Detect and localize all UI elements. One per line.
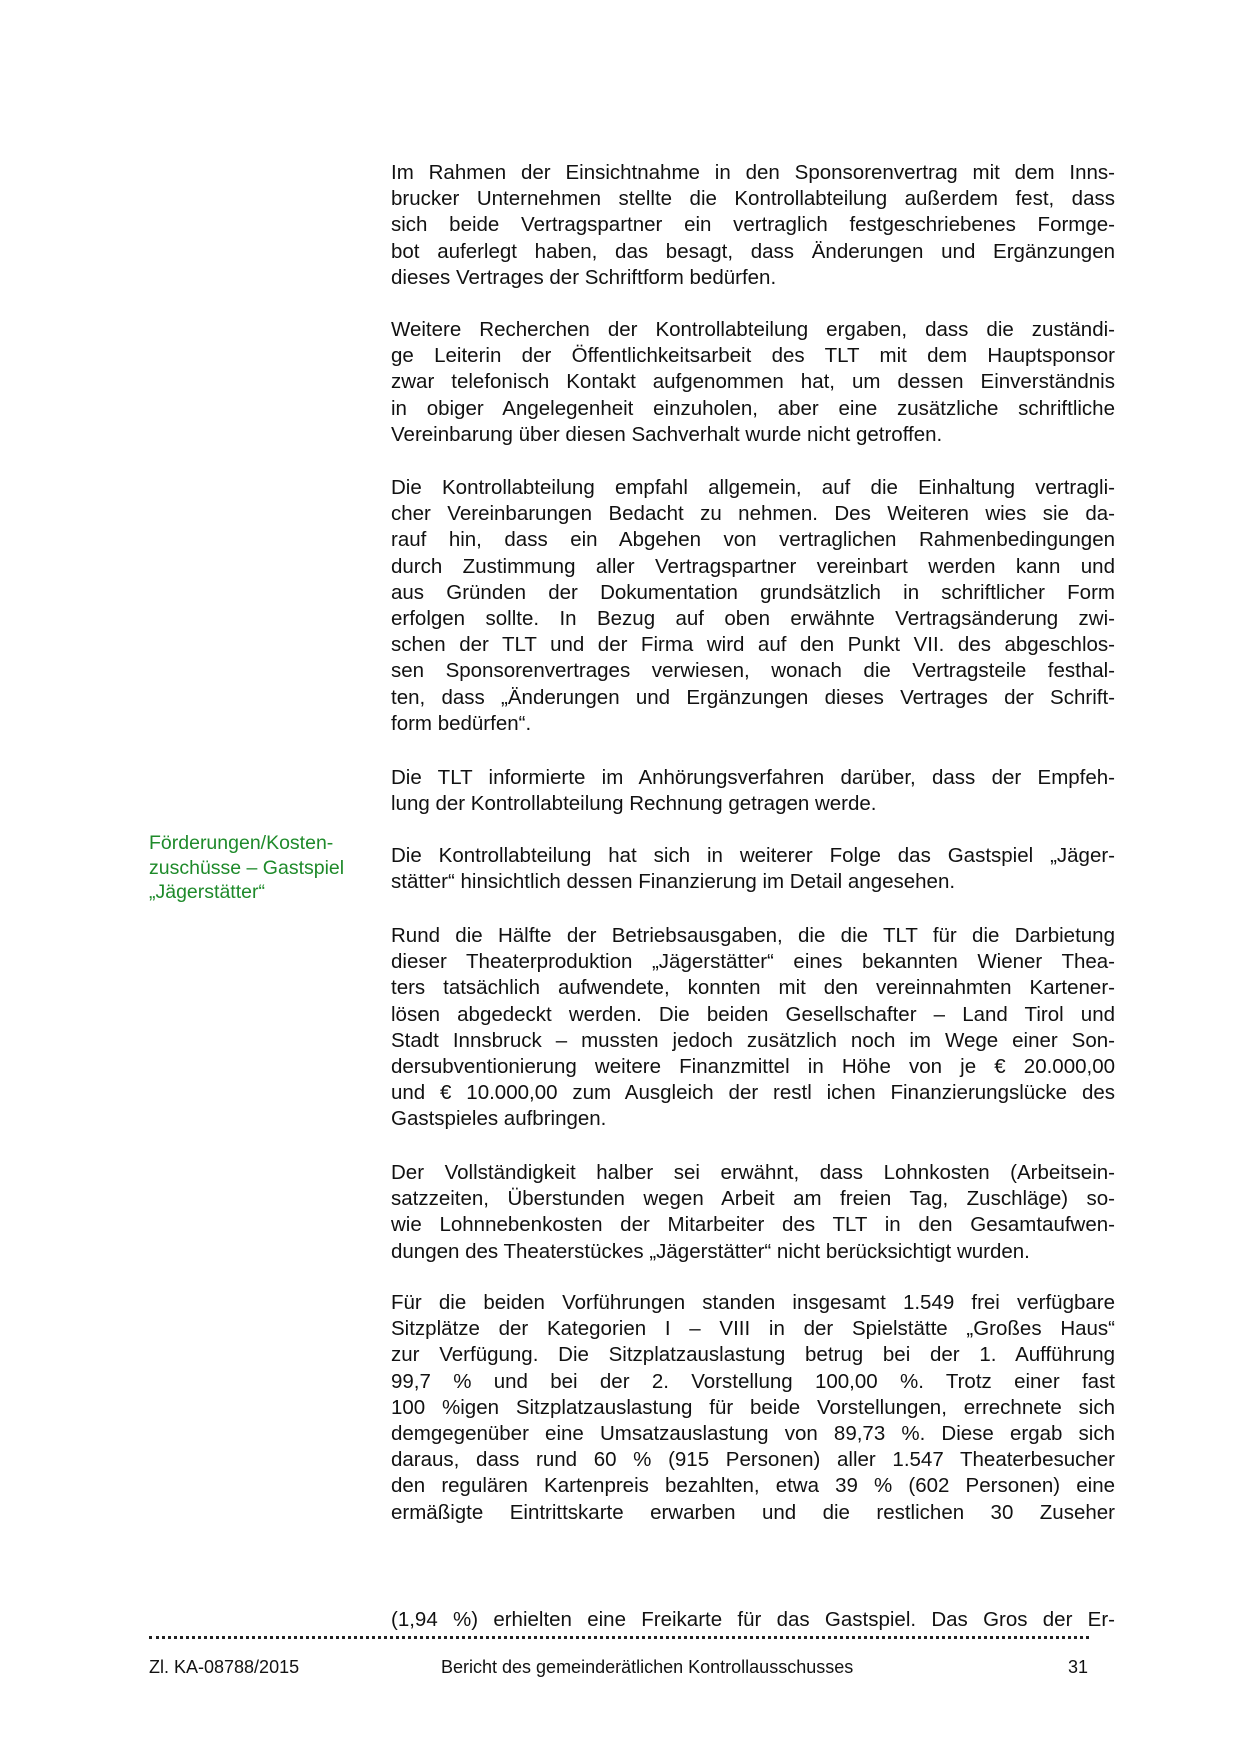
text-line: und € 10.000,00 zum Ausgleich der restl ichen Finanzierungslücke des xyxy=(391,1081,1115,1105)
text-line: Im Rahmen der Einsichtnahme in den Sponsorenvertrag mit dem Inns- xyxy=(391,161,1115,184)
text-line: in obiger Angelegenheit einzuholen, aber eine zusätzliche schriftliche xyxy=(391,396,1115,420)
text-line: daraus, dass rund 60 % (915 Personen) aller 1.547 Theaterbesucher xyxy=(391,1448,1115,1472)
text-line: zwar telefonisch Kontakt aufgenommen hat, um dessen Einverständnis xyxy=(391,370,1115,394)
text-line: wie Lohnnebenkosten der Mitarbeiter des TLT in den Gesamtaufwen- xyxy=(391,1213,1115,1237)
text-line: demgegenüber eine Umsatzauslastung von 89,73 %. Diese ergab sich xyxy=(391,1421,1115,1445)
text-line: Rund die Hälfte der Betriebsausgaben, die die TLT für die Darbietung xyxy=(391,924,1115,947)
text-line: lösen abgedeckt werden. Die beiden Gesellschafter – Land Tirol und xyxy=(391,1002,1115,1026)
paragraph xyxy=(391,1607,1115,1633)
margin-note xyxy=(149,831,379,905)
text-line: 100 %igen Sitzplatzauslastung für beide Vorstellungen, errechnete sich xyxy=(391,1395,1115,1419)
text-line: zur Verfügung. Die Sitzplatzauslastung betrug bei der 1. Aufführung xyxy=(391,1343,1115,1367)
text-line: dieser Theaterproduktion „Jägerstätter“ eines bekannten Wiener Thea- xyxy=(391,950,1115,974)
text-line: ge Leiterin der Öffentlichkeitsarbeit des TLT mit dem Hauptsponsor xyxy=(391,344,1115,368)
margin-note-line: zuschüsse – Gastspiel xyxy=(149,856,345,879)
text-line: Stadt Innsbruck – mussten jedoch zusätzlich noch im Wege einer Son- xyxy=(391,1028,1115,1052)
paragraph xyxy=(391,317,1115,448)
text-line: 99,7 % und bei der 2. Vorstellung 100,00 %. Trotz einer fast xyxy=(391,1369,1115,1393)
text-line: satzzeiten, Überstunden wegen Arbeit am freien Tag, Zuschläge) so- xyxy=(391,1187,1115,1211)
text-line: lung der Kontrollabteilung Rechnung getragen werde. xyxy=(391,792,877,816)
text-line: sich beide Vertragspartner ein vertraglich festgeschriebenes Formge- xyxy=(391,213,1115,237)
text-line: erfolgen sollte. In Bezug auf oben erwähnte Vertragsänderung zwi- xyxy=(391,606,1115,630)
text-line: Der Vollständigkeit halber sei erwähnt, dass Lohnkosten (Arbeitsein- xyxy=(391,1161,1115,1184)
text-line: Die Kontrollabteilung empfahl allgemein, auf die Einhaltung vertragli- xyxy=(391,476,1115,499)
text-line: durch Zustimmung aller Vertragspartner vereinbart werden kann und xyxy=(391,554,1115,578)
text-line: schen der TLT und der Firma wird auf den Punkt VII. des abgeschlos- xyxy=(391,633,1115,657)
margin-note-line: „Jägerstätter“ xyxy=(149,881,265,903)
text-line: dungen des Theaterstückes „Jägerstätter“ nicht berücksichtigt wurden. xyxy=(391,1239,1030,1263)
paragraph xyxy=(391,1290,1115,1526)
text-line: Weitere Recherchen der Kontrollabteilung ergaben, dass die zuständi- xyxy=(391,318,1115,341)
text-line: dersubventionierung weitere Finanzmittel in Höhe von je € 20.000,00 xyxy=(391,1054,1115,1078)
paragraph xyxy=(391,923,1115,1133)
text-line: ters tatsächlich aufwendete, konnten mit den vereinnahmten Kartener- xyxy=(391,976,1115,1000)
text-line: Die TLT informierte im Anhörungsverfahren darüber, dass der Empfeh- xyxy=(391,766,1115,789)
text-line: stätter“ hinsichtlich dessen Finanzierung im Detail angesehen. xyxy=(391,870,956,894)
text-line: bot auferlegt haben, das besagt, dass Änderungen und Ergänzungen xyxy=(391,239,1115,263)
text-line: dieses Vertrages der Schriftform bedürfen. xyxy=(391,265,777,289)
text-line: form bedürfen“. xyxy=(391,711,532,735)
text-line: sen Sponsorenvertrages verwiesen, wonach die Vertragsteile festhal- xyxy=(391,659,1115,683)
footer-title: Bericht des gemeinderätlichen Kontrollausschusses xyxy=(441,1657,854,1677)
text-line: aus Gründen der Dokumentation grundsätzlich in schriftlicher Form xyxy=(391,580,1115,604)
text-line: Die Kontrollabteilung hat sich in weiterer Folge das Gastspiel „Jäger- xyxy=(391,844,1115,867)
page-number: 31 xyxy=(1068,1657,1089,1677)
footer-divider xyxy=(149,1636,1089,1639)
paragraph xyxy=(391,765,1115,817)
text-line: rauf hin, dass ein Abgehen von vertraglichen Rahmenbedingungen xyxy=(391,528,1115,552)
paragraph xyxy=(391,475,1115,737)
margin-note-line: Förderungen/Kosten- xyxy=(149,832,334,854)
paragraph xyxy=(391,1160,1115,1265)
paragraph xyxy=(391,160,1115,291)
text-line: Vereinbarung über diesen Sachverhalt wurde nicht getroffen. xyxy=(391,422,943,446)
text-line: (1,94 %) erhielten eine Freikarte für das Gastspiel. Das Gros der Er- xyxy=(391,1608,1115,1631)
text-line: cher Vereinbarungen Bedacht zu nehmen. Des Weiteren wies sie da- xyxy=(391,502,1115,526)
text-line: ermäßigte Eintrittskarte erwarben und die restlichen 30 Zuseher xyxy=(391,1500,1115,1524)
text-line: ten, dass „Änderungen und Ergänzungen dieses Vertrages der Schrift- xyxy=(391,685,1115,709)
text-line: brucker Unternehmen stellte die Kontrollabteilung außerdem fest, dass xyxy=(391,187,1115,211)
text-line: Für die beiden Vorführungen standen insgesamt 1.549 frei verfügbare xyxy=(391,1291,1115,1314)
text-line: Sitzplätze der Kategorien I – VIII in der Spielstätte „Großes Haus“ xyxy=(391,1317,1115,1341)
text-line: Gastspieles aufbringen. xyxy=(391,1107,607,1131)
text-line: den regulären Kartenpreis bezahlten, etwa 39 % (602 Personen) eine xyxy=(391,1474,1115,1498)
footer-reference: Zl. KA-08788/2015 xyxy=(149,1657,300,1677)
paragraph xyxy=(391,843,1115,895)
